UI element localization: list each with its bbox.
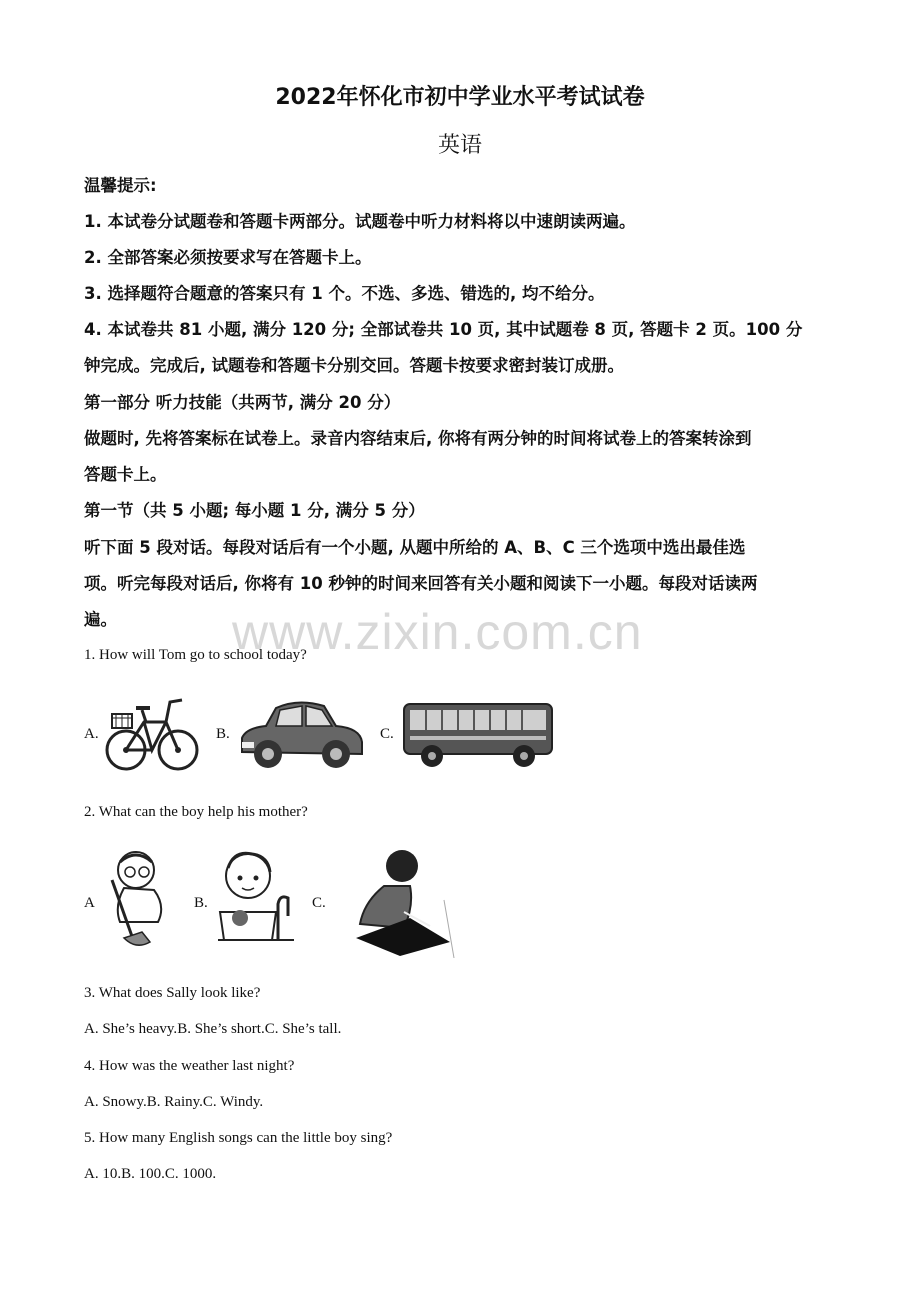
boy-cleaning-icon [344,846,460,958]
question-3: 3. What does Sally look like? [84,985,261,1001]
exam-title: 2022年怀化市初中学业水平考试试卷 [275,85,645,110]
notice-line-1: 1. 本试卷分试题卷和答题卡两部分。试题卷中听力材料将以中速朗读两遍。 [84,212,636,231]
section1-instr-c: 遍。 [84,610,117,629]
q4-option-a: A. Snowy. [84,1094,147,1110]
q3-option-c: C. She’s tall. [264,1021,342,1037]
q5-option-b: B. 100. [121,1166,165,1182]
q1-option-b-label: B. [216,726,230,742]
q4-choices [84,1094,263,1111]
notice-heading: 温馨提示: [84,176,157,195]
question-5: 5. How many English songs can the little boy sing? [84,1130,393,1146]
bus-icon [402,700,554,770]
section1-heading: 第一节（共 5 小题; 每小题 1 分, 满分 5 分） [84,501,425,520]
section1-instr-a: 听下面 5 段对话。每段对话后有一个小题, 从题中所给的 A、B、C 三个选项中选出最佳选 [84,538,746,557]
exam-subject: 英语 [437,133,482,158]
question-1: 1. How will Tom go to school today? [84,647,307,663]
bicycle-icon [104,692,200,774]
part1-heading: 第一部分 听力技能（共两节, 满分 20 分） [84,393,401,412]
part1-instr-b: 答题卡上。 [84,465,167,484]
q2-option-c-label: C. [312,895,326,911]
boy-sweeping-icon [104,846,174,950]
q3-choices [84,1021,341,1038]
q1-option-c-label: C. [380,726,394,742]
section1-instr-b: 项。听完每段对话后, 你将有 10 秒钟的时间来回答有关小题和阅读下一小题。每段对话读两 [84,574,758,593]
q4-option-c: C. Windy. [202,1094,264,1110]
q5-option-c: C. 1000. [164,1166,217,1182]
q3-option-b: B. She’s short. [177,1021,265,1037]
question-2: 2. What can the boy help his mother? [84,804,308,820]
q4-option-b: B. Rainy. [146,1094,203,1110]
notice-line-2: 2. 全部答案必须按要求写在答题卡上。 [84,248,372,267]
watermark: www.zixin.com.cn [232,604,643,660]
notice-line-4b: 钟完成。完成后, 试题卷和答题卡分别交回。答题卡按要求密封装订成册。 [84,356,625,375]
question-4: 4. How was the weather last night? [84,1058,295,1074]
notice-line-3: 3. 选择题符合题意的答案只有 1 个。不选、多选、错选的, 均不给分。 [84,284,605,303]
q2-option-b-label: B. [194,895,208,911]
q1-option-a-label: A. [84,726,99,742]
boy-washing-dishes-icon [214,846,296,946]
part1-instr-a: 做题时, 先将答案标在试卷上。录音内容结束后, 你将有两分钟的时间将试卷上的答案转涂到 [84,429,752,448]
q5-option-a: A. 10. [84,1166,122,1182]
q3-option-a: A. She’s heavy. [84,1021,178,1037]
notice-line-4a: 4. 本试卷共 81 小题, 满分 120 分; 全部试卷共 10 页, 其中试题卷 8 页, 答题卡 2 页。100 分 [84,320,803,339]
car-icon [236,696,366,772]
q2-option-a-label: A [84,895,95,911]
q5-choices [84,1166,216,1183]
